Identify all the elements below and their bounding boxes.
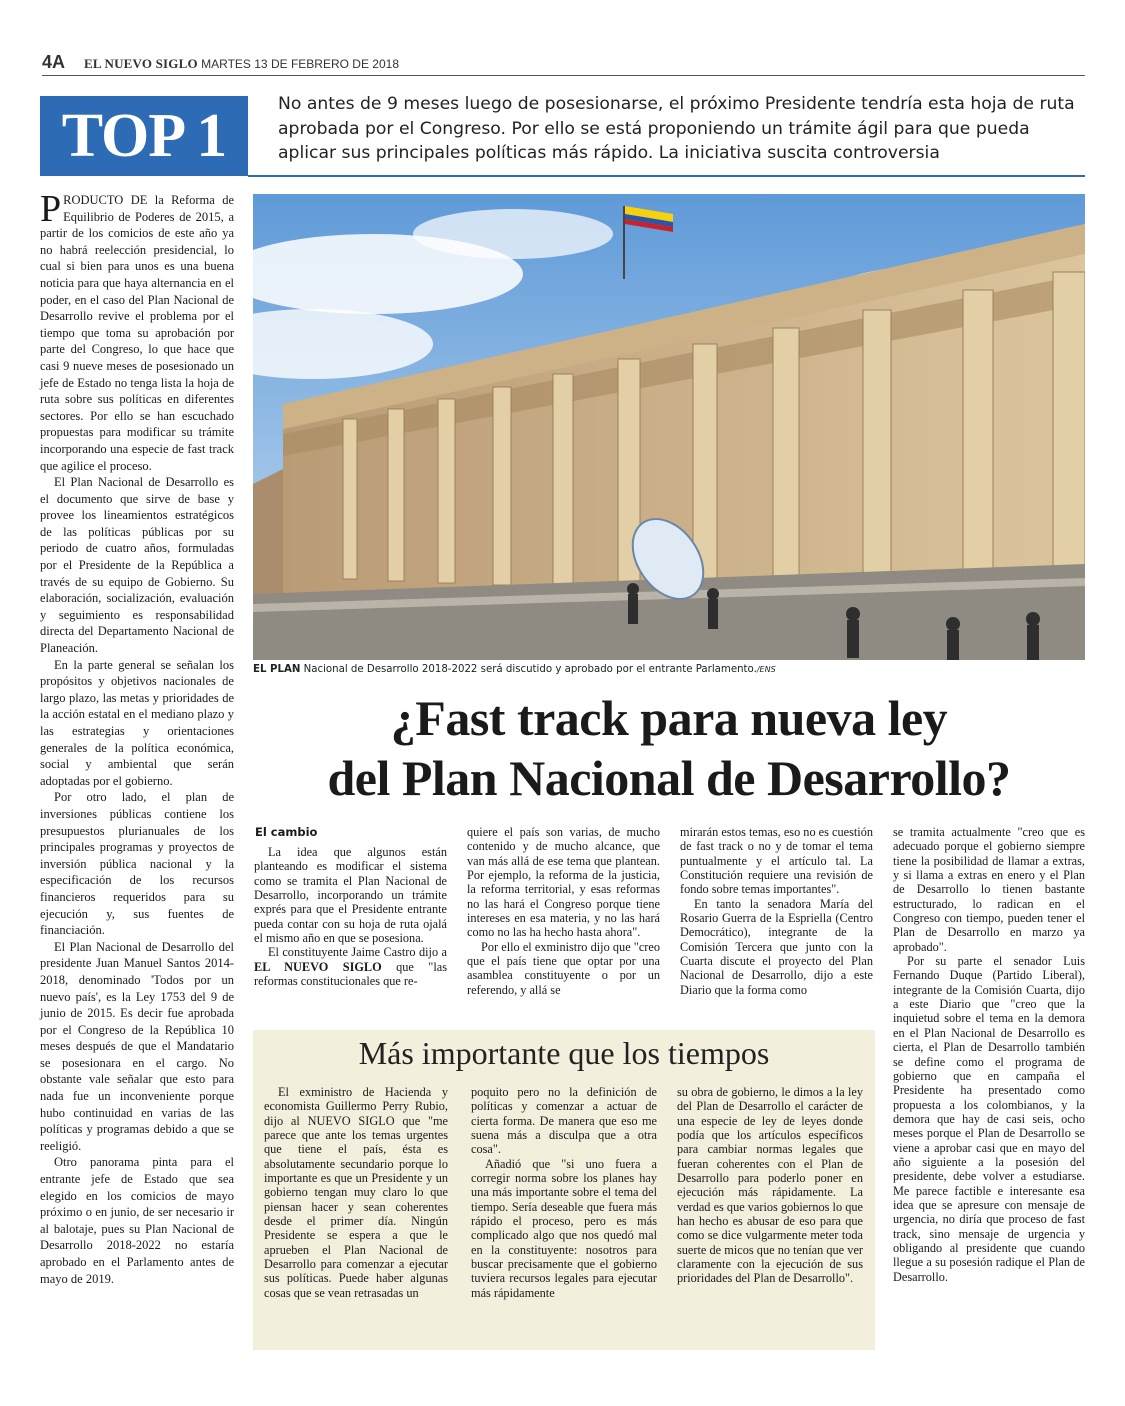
- caption-lead: EL PLAN: [253, 664, 301, 675]
- box-paragraph: Añadió que "si uno fuera a corregir norma sobre los planes hay una más importante sobre el tema del tiempo. Sería deseable que fuera más rápido el proceso, pero es más complicado algo que nos quedó mal en la constituyente: nosotros para buscar precisamente que el gobierno tuviera recursos legales para ejecutar más rápidamente: [471, 1156, 657, 1300]
- body-paragraph: Por ello el exministro dijo que "creo que el país tiene que optar por una asamblea constituyente o por un referendo, y allá se: [467, 939, 660, 997]
- box-paragraph: su obra de gobierno, le dimos a la ley del Plan de Desarrollo el carácter de una especie de ley de leyes donde podía que los artículos específicos para cambiar normas legales que fueran coherentes con el Plan de Desarrollo para poderlo poner en ejecución más rápidamente. La verdad es que varios gobiernos lo que han hecho es abusar de eso para que como se dice vulgarmente meter toda suerte de micos que no tenían que ver claramente con la ejecución de sus prioridades del Plan de Desarrollo".: [677, 1085, 863, 1286]
- body-column-1: [254, 845, 447, 988]
- body-column-2: [467, 825, 660, 997]
- body-paragraph: se tramita actualmente "creo que es adecuado porque el gobierno siempre tiene la posibilidad de llamar a extras, y si llama a extras en enero y el Plan de Desarrollo lo tienen bastante estructurado, lo radican en el Congreso con tiempo, pueden tener el Plan de Desarrollo en marzo ya aprobado".: [893, 825, 1085, 954]
- header-rule: [42, 75, 1085, 76]
- body-paragraph: quiere el país son varias, de mucho contenido y de mucho alcance, que van más allá de ese tema que plantean. Por ejemplo, la reforma de la justicia, la reforma territorial, y esas reformas no las hará el Congreso porque tiene intereses en esa materia, y no las hará como no las ha hecho hasta ahora".: [467, 825, 660, 940]
- intro-summary: No antes de 9 meses luego de posesionarse, el próximo Presidente tendría esta hoja de ruta aprobada por el Congreso. Por ello se está proponiendo un trámite ágil para que pueda aplicar sus principales políticas más rápido. La iniciativa suscita controversia: [278, 94, 1075, 163]
- box-title: Más importante que los tiempos: [358, 1035, 770, 1071]
- top-badge: TOP 1: [40, 96, 248, 176]
- body-paragraph: En tanto la senadora María del Rosario Guerra de la Espriella (Centro Democrático), integrante de la Comisión Tercera que junto con la Cuarta discute el proyecto del Plan Nacional de Desarrollo, dijo a este Diario que la forma como: [680, 896, 873, 997]
- caption-text: Nacional de Desarrollo 2018-2022 será discutido y aprobado por el entrante Parlamento.: [300, 664, 757, 675]
- newspaper-name: EL NUEVO SIGLO: [254, 959, 382, 974]
- left-column: [40, 188, 234, 1287]
- box-column-1: [264, 1085, 448, 1300]
- capitol-illustration: [253, 194, 1085, 660]
- left-paragraph-4: El Plan Nacional de Desarrollo del presidente Juan Manuel Santos 2014-2018, denominado 'Todos por un nuevo país', es la Ley 1753 del 9 de junio de 2015. Es decir fue aprobada por el Congreso de la República 10 meses después de que el Mandatario se posesionara en el cargo. No obstante vale señalar que esto para nada fue un inconveniente porque hubo continuidad en varias de las políticas y programas debido a que se reeligió.: [40, 939, 234, 1153]
- left-paragraph-1: El Plan Nacional de Desarrollo es el documento que sirve de base y provee los lineamientos estratégicos de las políticas públicas por su periodo de cuatro años, formuladas por el Presidente de la República a través de su equipo de Gobierno. Su elaboración, socialización, evaluación y seguimiento es responsabilidad directa del Departamento Nacional de Planeación.: [40, 475, 234, 656]
- box-column-2: [471, 1085, 657, 1300]
- intro-rule: [248, 175, 1085, 177]
- body-paragraph: Por su parte el senador Luis Fernando Duque (Partido Liberal), integrante de la Comisión Cuarta, dijo a este Diario que "creo que la inquietud sobre el tema en la demora en el Plan Nacional de Desarrollo es cierta, el Plan de Desarrollo también se define como el programa de gobierno que en campaña el Presidente ha presentado como propuesta a los colombianos, y la demora que hay de casi seis, ocho meses porque el Plan de Desarrollo se viene a aprobar casi que en mayo del año siguiente a la posesión del presidente, debe volver a estudiarse. Me parece factible e interesante esa idea que se apresure con mensaje de urgencia, no diría que proceso de fast track, sino mensaje de urgencia y obligando al presidente que cuando llegue a su posesión radique el Plan de Desarrollo.: [893, 954, 1085, 1284]
- left-paragraph-3: Por otro lado, el plan de inversiones públicas contiene los presupuestos plurianuales de los principales programas y proyectos de inversión pública nacional y la especificación de los recursos financieros requeridos para su ejecución y, sus fuentes de financiación.: [40, 790, 234, 938]
- dropcap: P: [40, 188, 62, 230]
- left-paragraph-5: Otro panorama pinta para el entrante jefe de Estado que sea elegido en los comicios de mayo próximo o en junio, de ser necesario ir al balotaje, pues su Plan Nacional de Desarrollo 2018-2022 no estaría aprobado en el Parlamento antes de mayo de 2019.: [40, 1155, 234, 1286]
- headline-line-2: del Plan Nacional de Desarrollo?: [327, 750, 1011, 806]
- caption-credit: /ENS: [756, 665, 776, 674]
- page-number: 4A: [42, 52, 66, 72]
- body-column-3: [680, 825, 873, 997]
- box-paragraph: El exministro de Hacienda y economista Guillermo Perry Rubio, dijo al NUEVO SIGLO que "me parece que ante los temas urgentes que tiene el país, ésta es absolutamente secundario porque lo importante es que un Presidente y un gobierno tengan muy claro lo que piensan hacer y sean coherentes desde el primer día. Ningún Presidente se espera a que le aprueben el Plan Nacional de Desarrollo para comenzar a ejecutar sus políticas. Puede haber algunas cosas que se vean retrasadas un: [264, 1085, 448, 1300]
- body-paragraph: La idea que algunos están planteando es modificar el sistema como se tramita el Plan Nacional de Desarrollo, incorporando un trámite exprés para que el Presidente entrante pueda contar con su hoja de ruta ojalá el mismo año en que se posesiona.: [254, 845, 447, 946]
- capitol-photo: [253, 194, 1085, 660]
- masthead: [84, 56, 399, 72]
- body-column-4: [893, 825, 1085, 1284]
- left-paragraph-0: PRODUCTO DE la Reforma de Equilibrio de Poderes de 2015, a partir de los comicios de este año ya no habrá reelección presidencial, lo cual si bien para unos es una buena noticia para que haya alternancia en el poder, en el caso del Plan Nacional de Desarrollo revive el problema por el tiempo que toma su aprobación por parte del Congreso, lo que hace que casi 9 nueve meses de posesionado un jefe de Estado no tenga lista la hoja de ruta sobre sus políticas en diferentes sectores. Por ello se han escuchado propuestas para modificar su trámite incorporando una especie de fast track que agilice el proceso.: [40, 188, 234, 473]
- masthead-date: MARTES 13 DE FEBRERO DE 2018: [201, 57, 399, 71]
- body-paragraph: mirarán estos temas, eso no es cuestión de fast track o no y de tomar el tema puntualmente y el artículo tal. La Constitución requiere una revisión de fondo sobre temas importantes".: [680, 825, 873, 897]
- box-paragraph: poquito pero no la definición de políticas y comenzar a actuar de cierta forma. De manera que eso me suena más a disculpa que a otra cosa".: [471, 1085, 657, 1157]
- subhead-cambio: El cambio: [255, 825, 318, 839]
- lead-caps: RODUCTO DE: [63, 193, 148, 207]
- left-paragraph-2: En la parte general se señalan los propósitos y objetivos nacionales de largo plazo, las metas y prioridades de la acción estatal en el mediano plazo y las estrategias y orientaciones generales de la política económica, social y ambiental que serán adoptadas por el gobierno.: [40, 657, 234, 788]
- masthead-name: EL NUEVO SIGLO: [84, 56, 198, 71]
- body-paragraph: El constituyente Jaime Castro dijo a EL NUEVO SIGLO que "las reformas constitucionales que re-: [254, 945, 447, 989]
- box-column-3: [677, 1085, 863, 1286]
- headline: [253, 688, 1085, 808]
- headline-line-1: ¿Fast track para nueva ley: [390, 690, 948, 746]
- photo-caption: [253, 664, 776, 675]
